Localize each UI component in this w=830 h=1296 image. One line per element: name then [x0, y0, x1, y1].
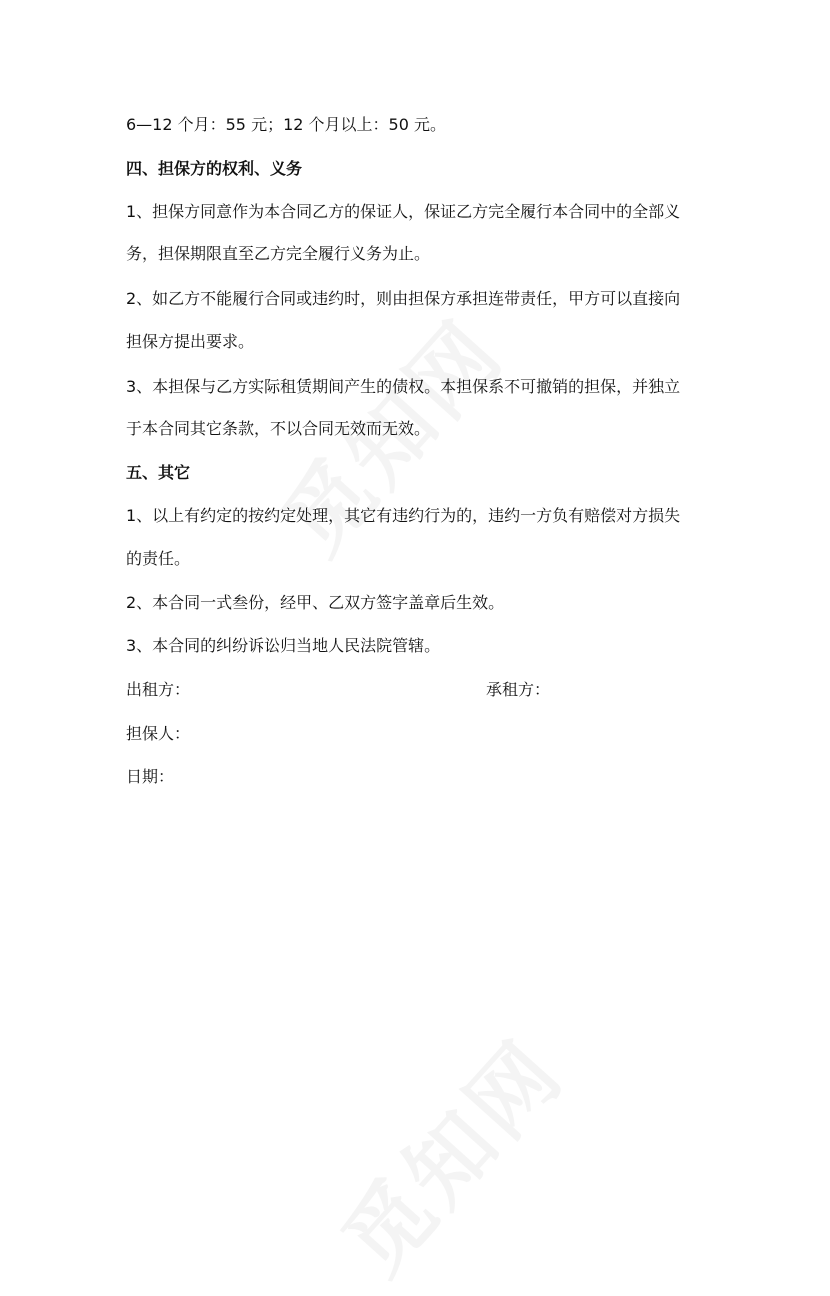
paragraph-line: 2、本合同一式叁份，经甲、乙双方签字盖章后生效。: [126, 593, 505, 612]
paragraph-line: 2、如乙方不能履行合同或违约时，则由担保方承担连带责任，甲方可以直接向: [126, 289, 681, 308]
lessor-signature-label: 出租方：: [126, 680, 191, 699]
paragraph-line: 1、担保方同意作为本合同乙方的保证人，保证乙方完全履行本合同中的全部义: [126, 202, 681, 221]
paragraph-line: 6—12 个月：55 元；12 个月以上：50 元。: [126, 115, 446, 134]
paragraph-line: 于本合同其它条款，不以合同无效而无效。: [126, 419, 431, 438]
lessee-signature-label: 承租方：: [486, 680, 551, 699]
paragraph-line: 3、本担保与乙方实际租赁期间产生的债权。本担保系不可撤销的担保，并独立: [126, 377, 681, 396]
paragraph-line: 担保方提出要求。: [126, 332, 255, 351]
section-heading: 五、其它: [126, 463, 191, 482]
paragraph-line: 的责任。: [126, 549, 191, 568]
paragraph-line: 1、以上有约定的按约定处理，其它有违约行为的，违约一方负有赔偿对方损失: [126, 506, 681, 525]
section-heading: 四、担保方的权利、义务: [126, 159, 303, 178]
date-label: 日期：: [126, 767, 175, 786]
watermark: [310, 1008, 587, 1296]
paragraph-line: 务，担保期限直至乙方完全履行义务为止。: [126, 244, 431, 263]
guarantor-signature-label: 担保人：: [126, 724, 191, 743]
paragraph-line: 3、本合同的纠纷诉讼归当地人民法院管辖。: [126, 636, 441, 655]
